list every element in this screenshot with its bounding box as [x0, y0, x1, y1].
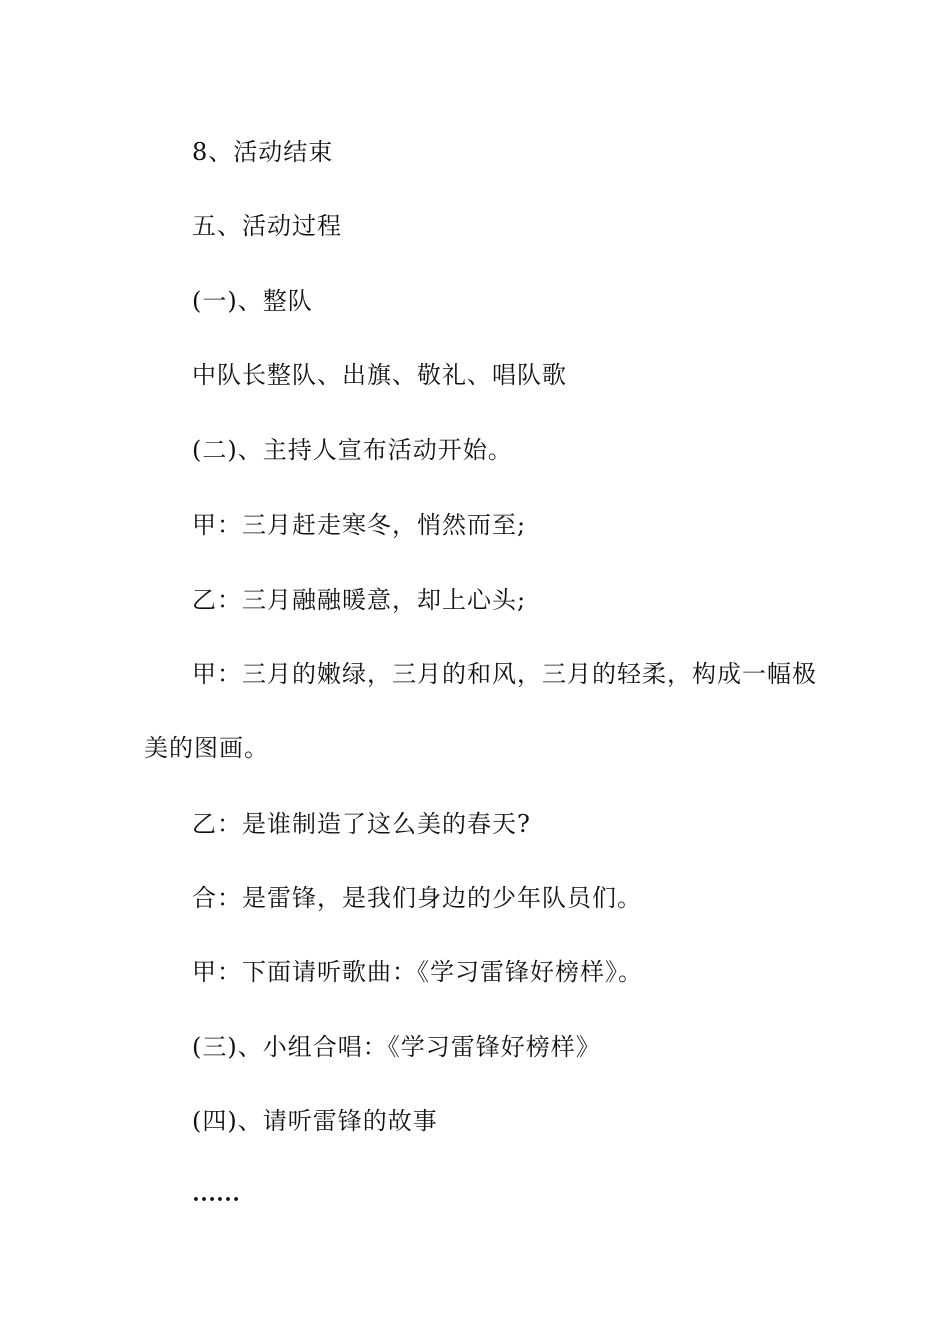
dialogue-line: 乙：三月融融暖意，却上心头;	[192, 586, 527, 614]
dialogue-line: 乙：是谁制造了这么美的春天?	[192, 810, 531, 838]
dialogue-line: 甲：下面请听歌曲：《学习雷锋好榜样》。	[192, 958, 643, 986]
subsection-heading: (一)、整队	[192, 287, 313, 315]
dialogue-line: 甲：三月赶走寒冬，悄然而至;	[192, 511, 527, 539]
paragraph-line: 中队长整队、出旗、敬礼、唱队歌	[192, 361, 567, 389]
ellipsis: ……	[192, 1181, 240, 1207]
dialogue-line: 合：是雷锋，是我们身边的少年队员们。	[192, 884, 642, 912]
paragraph-line: 8、活动结束	[192, 138, 334, 166]
subsection-heading: (二)、主持人宣布活动开始。	[192, 436, 513, 464]
dialogue-line: 甲：三月的嫩绿，三月的和风，三月的轻柔，构成一幅极	[192, 660, 817, 688]
subsection-heading: (四)、请听雷锋的故事	[192, 1107, 438, 1135]
section-heading: 五、活动过程	[192, 212, 342, 240]
subsection-heading: (三)、小组合唱：《学习雷锋好榜样》	[192, 1033, 601, 1061]
dialogue-line-continuation: 美的图画。	[144, 734, 269, 762]
